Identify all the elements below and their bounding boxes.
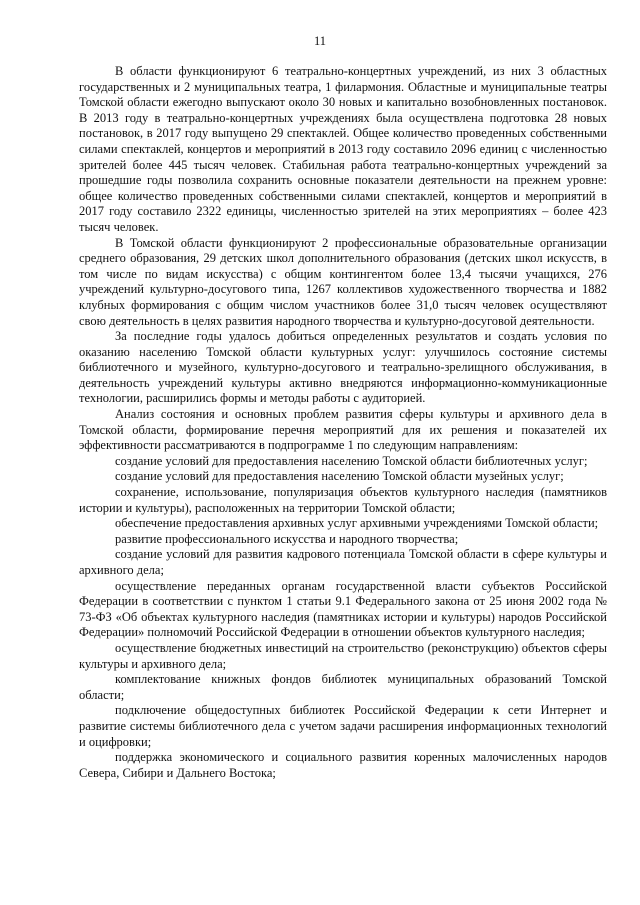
page-number: 11 [313,34,327,48]
list-item: развитие профессионального искусства и народного творчества; [115,531,459,546]
paragraph-theatres: В области функционируют 6 театрально-концертных учреждений, из них 3 областных государственных и 2 муниципальных театра, 1 филармония. Областные и муниципальные театры Томской области ежегодно выпускают около 30 новых и капитально возобновленных постановок. В 2013 году в театрально-концертных учреждениях была осуществлена подготовка 28 новых постановок, в 2017 году выпущено 29 спектаклей. Общее количество проведенных собственными силами спектаклей, концертов и мероприятий в 2013 году составило 2096 единиц с численностью зрителей более 445 тысяч человек. Стабильная работа театрально-концертных учреждений за прошедшие годы позволила сохранить основные показатели деятельности на прежнем уровне: общее количество проведенных собственными силами спектаклей, концертов и мероприятий в 2017 году составило 2322 единицы, численностью зрителей на этих мероприятиях – более 423 тысяч человек. [79,64,607,234]
paragraph-results: За последние годы удалось добиться определенных результатов и создать условия по оказанию населению Томской области культурных услуг: улучшилось состояние системы библиотечного и музейного, культурно-досугового и театрально-зрелищного обслуживания, в деятельность учреждений культуры активно внедряются информационно-коммуникационные технологии, расширились формы и методы работы с аудиторией. [79,329,607,406]
list-item: поддержка экономического и социального развития коренных малочисленных народов Севера, Сибири и Дальнего Востока; [79,750,607,780]
list-item: комплектование книжных фондов библиотек муниципальных образований Томской области; [79,672,607,702]
paragraph-education: В Томской области функционируют 2 профессиональные образовательные организации среднего образования, 29 детских школ дополнительного образования (детских школ искусств, в том числе по видам искусства) с общим контингентом более 13,4 тысячи учащихся, 276 учреждений культурно-досугового типа, 1267 коллективов художественного творчества и 1882 клубных формирования с общим числом участников более 31,0 тысяч человек осуществляют свою деятельность в целях развития народного творчества и культурно-досуговой деятельности. [79,235,607,328]
list-item: осуществление переданных органам государственной власти субъектов Российской Федерации в соответствии с пунктом 1 статьи 9.1 Федерального закона от 25 июня 2002 года № 73-ФЗ «Об объектах культурного наследия (памятниках истории и культуры) народов Российской Федерации» полномочий Российской Федерации в отношении объектов культурного наследия; [79,578,607,640]
document-body [79,64,607,781]
list-item: создание условий для предоставления населению Томской области библиотечных услуг; [115,453,588,468]
list-item: обеспечение предоставления архивных услуг архивными учреждениями Томской области; [115,516,599,531]
paragraph-analysis: Анализ состояния и основных проблем развития сферы культуры и архивного дела в Томской области, формирование перечня мероприятий для их решения и показателей их эффективности рассматриваются в подпрограмме 1 по следующим направлениям: [79,407,607,453]
list-item: создание условий для развития кадрового потенциала Томской области в сфере культуры и архивного дела; [79,547,607,577]
list-item: подключение общедоступных библиотек Российской Федерации к сети Интернет и развитие системы библиотечного дела с учетом задачи расширения информационных технологий и оцифровки; [79,703,607,749]
list-item: осуществление бюджетных инвестиций на строительство (реконструкцию) объектов сферы культуры и архивного дела; [79,640,607,671]
list-item: сохранение, использование, популяризация объектов культурного наследия (памятников истории и культуры), расположенных на территории Томской области; [79,485,607,515]
list-item: создание условий для предоставления населению Томской области музейных услуг; [115,469,564,484]
